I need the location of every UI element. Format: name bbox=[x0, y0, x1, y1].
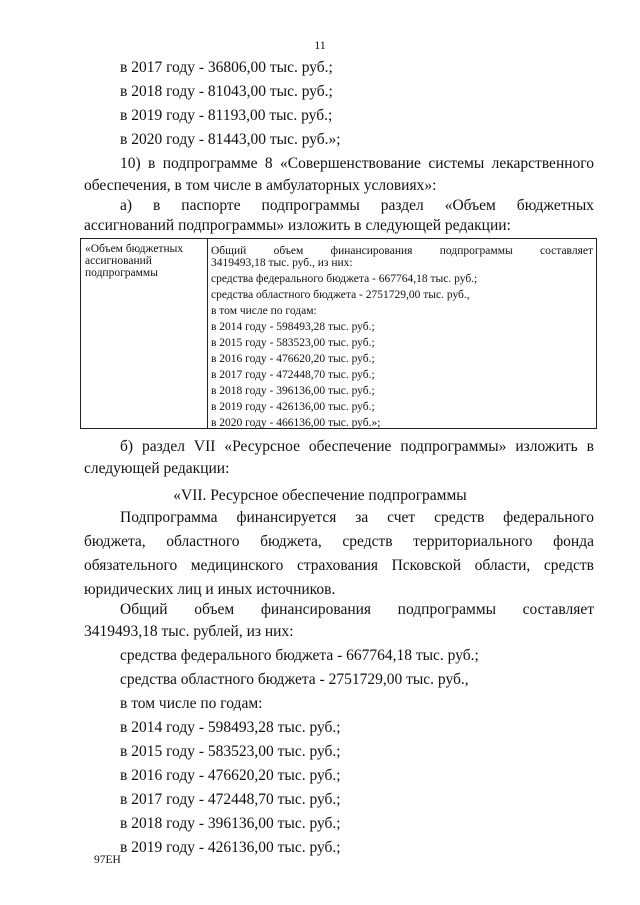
table-right-cell bbox=[211, 243, 593, 431]
table-right-line: в 2016 году - 476620,20 тыс. руб.; bbox=[211, 353, 375, 365]
top-line-2017: в 2017 году - 36806,00 тыс. руб.; bbox=[120, 59, 333, 76]
para2-regional: средства областного бюджета - 2751729,00 тыс. руб., bbox=[120, 671, 469, 688]
para2-year-2018: в 2018 году - 396136,00 тыс. руб.; bbox=[120, 815, 341, 832]
para2-by-years: в том числе по годам: bbox=[120, 695, 263, 712]
table-divider bbox=[207, 239, 208, 428]
table-right-line: средства федерального бюджета - 667764,18 тыс. руб.; bbox=[211, 273, 478, 285]
item-a-line1: а) в паспорте подпрограммы раздел «Объем бюджетных bbox=[120, 197, 594, 214]
item10-line1: 10) в подпрограмме 8 «Совершенствование системы лекарственного bbox=[120, 155, 594, 172]
page-number: 11 bbox=[314, 38, 326, 52]
top-line-2020: в 2020 году - 81443,00 тыс. руб.»; bbox=[120, 131, 341, 148]
table-right-line: в 2020 году - 466136,00 тыс. руб.»; bbox=[211, 417, 381, 429]
item-a-line2: ассигнований подпрограммы» изложить в следующей редакции: bbox=[84, 217, 511, 234]
top-line-2019: в 2019 году - 81193,00 тыс. руб.; bbox=[120, 107, 333, 124]
section-heading: «VII. Ресурсное обеспечение подпрограммы bbox=[173, 487, 467, 504]
para2-line2: 3419493,18 тыс. рублей, из них: bbox=[84, 623, 294, 640]
para1-line3: обязательного медицинского страхования Псковской области, средств bbox=[84, 557, 594, 574]
table-right-line: 3419493,18 тыс. руб., из них: bbox=[211, 257, 353, 269]
table-left-cell: «Объем бюджетных ассигнований подпрограммы bbox=[85, 243, 184, 279]
para1-line2: бюджета, областного бюджета, средств территориального фонда bbox=[84, 533, 594, 550]
table-right-line: в 2014 году - 598493,28 тыс. руб.; bbox=[211, 321, 375, 333]
table-right-line: в 2018 году - 396136,00 тыс. руб.; bbox=[211, 385, 375, 397]
para2-federal: средства федерального бюджета - 667764,18 тыс. руб.; bbox=[120, 647, 479, 664]
table-right-line: в том числе по годам: bbox=[211, 305, 317, 317]
table-right-line: в 2015 году - 583523,00 тыс. руб.; bbox=[211, 337, 375, 349]
table-right-line: в 2017 году - 472448,70 тыс. руб.; bbox=[211, 369, 375, 381]
para2-year-2019: в 2019 году - 426136,00 тыс. руб.; bbox=[120, 839, 341, 856]
para1-line4: юридических лиц и иных источников. bbox=[84, 581, 336, 598]
para2-year-2017: в 2017 году - 472448,70 тыс. руб.; bbox=[120, 791, 341, 808]
para1-line1: Подпрограмма финансируется за счет средств федерального bbox=[120, 509, 594, 526]
top-line-2018: в 2018 году - 81043,00 тыс. руб.; bbox=[120, 83, 333, 100]
para2-year-2016: в 2016 году - 476620,20 тыс. руб.; bbox=[120, 767, 341, 784]
budget-table bbox=[80, 238, 597, 429]
table-right-line: в 2019 году - 426136,00 тыс. руб.; bbox=[211, 401, 375, 413]
footer-code: 97ЕН bbox=[94, 854, 121, 866]
item-b-line2: следующей редакции: bbox=[84, 460, 230, 477]
table-right-line: средства областного бюджета - 2751729,00 тыс. руб., bbox=[211, 289, 470, 301]
para2-year-2014: в 2014 году - 598493,28 тыс. руб.; bbox=[120, 719, 341, 736]
para2-year-2015: в 2015 году - 583523,00 тыс. руб.; bbox=[120, 743, 341, 760]
item10-line2: обеспечения, в том числе в амбулаторных условиях»: bbox=[84, 177, 437, 194]
para2-line1: Общий объем финансирования подпрограммы составляет bbox=[120, 601, 594, 618]
table-right-first-line: Общий объем финансирования подпрограммы составляет bbox=[211, 245, 593, 257]
item-b-line1: б) раздел VII «Ресурсное обеспечение подпрограммы» изложить в bbox=[120, 438, 594, 455]
